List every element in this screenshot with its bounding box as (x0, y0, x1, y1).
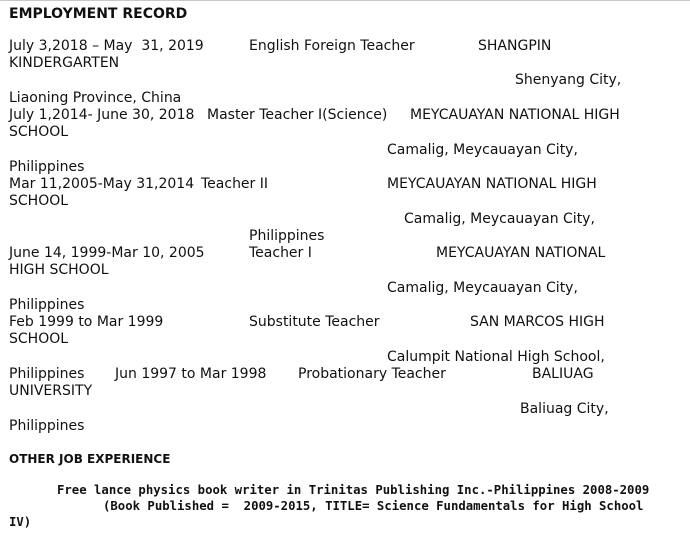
entry-3-position: Teacher II (201, 176, 269, 192)
entry-4-school: MEYCAUAYAN NATIONAL (436, 245, 606, 261)
entry-5-city: Calumpit National High School, (387, 349, 605, 365)
entry-2-school-cont: SCHOOL (9, 124, 69, 140)
other-experience-line-1: Free lance physics book writer in Trinitas Publishing Inc.-Philippines 2008-2009 (57, 483, 650, 497)
other-experience-line-2: (Book Published = 2009-2015, TITLE= Science Fundamentals for High School (103, 499, 644, 513)
entry-5-date: Feb 1999 to Mar 1999 (9, 314, 164, 330)
entry-1-region: Liaoning Province, China (9, 90, 182, 106)
entry-4-date: June 14, 1999-Mar 10, 2005 (9, 245, 205, 261)
entry-6-position: Probationary Teacher (298, 366, 446, 382)
entry-1-date: July 3,2018 – May 31, 2019 (9, 38, 204, 54)
entry-2-region: Philippines (9, 159, 85, 175)
entry-2-position: Master Teacher I(Science) (207, 107, 388, 123)
entry-6-date: Jun 1997 to Mar 1998 (115, 366, 267, 382)
entry-3-school-cont: SCHOOL (9, 193, 69, 209)
entry-5-position: Substitute Teacher (249, 314, 380, 330)
entry-3-school: MEYCAUAYAN NATIONAL HIGH (387, 176, 597, 192)
other-experience-line-3: IV) (9, 515, 32, 529)
entry-2-date: July 1,2014- June 30, 2018 (9, 107, 195, 123)
entry-1-school: SHANGPIN (478, 38, 552, 54)
entry-1-position: English Foreign Teacher (249, 38, 415, 54)
entry-4-city: Camalig, Meycauayan City, (387, 280, 578, 296)
entry-4-school-cont: HIGH SCHOOL (9, 262, 109, 278)
entry-4-region: Philippines (9, 297, 85, 313)
section-title-employment-record: EMPLOYMENT RECORD (9, 6, 188, 22)
entry-1-city: Shenyang City, (515, 72, 622, 88)
section-title-other-job-experience: OTHER JOB EXPERIENCE (9, 452, 171, 466)
entry-6-city: Baliuag City, (520, 401, 609, 417)
entry-3-date: Mar 11,2005-May 31,2014 (9, 176, 195, 192)
entry-6-region: Philippines (9, 418, 85, 434)
entry-3-region: Philippines (249, 228, 325, 244)
entry-6-school-cont: UNIVERSITY (9, 383, 93, 399)
entry-2-city: Camalig, Meycauayan City, (387, 142, 578, 158)
entry-6-school: BALIUAG (532, 366, 594, 382)
entry-4-position: Teacher I (249, 245, 312, 261)
entry-3-city: Camalig, Meycauayan City, (404, 211, 595, 227)
entry-1-school-cont: KINDERGARTEN (9, 55, 120, 71)
entry-2-school: MEYCAUAYAN NATIONAL HIGH (410, 107, 620, 123)
top-divider-line (0, 0, 690, 1)
entry-5-school: SAN MARCOS HIGH (470, 314, 605, 330)
entry-5-region: Philippines (9, 366, 85, 382)
entry-5-school-cont: SCHOOL (9, 331, 69, 347)
